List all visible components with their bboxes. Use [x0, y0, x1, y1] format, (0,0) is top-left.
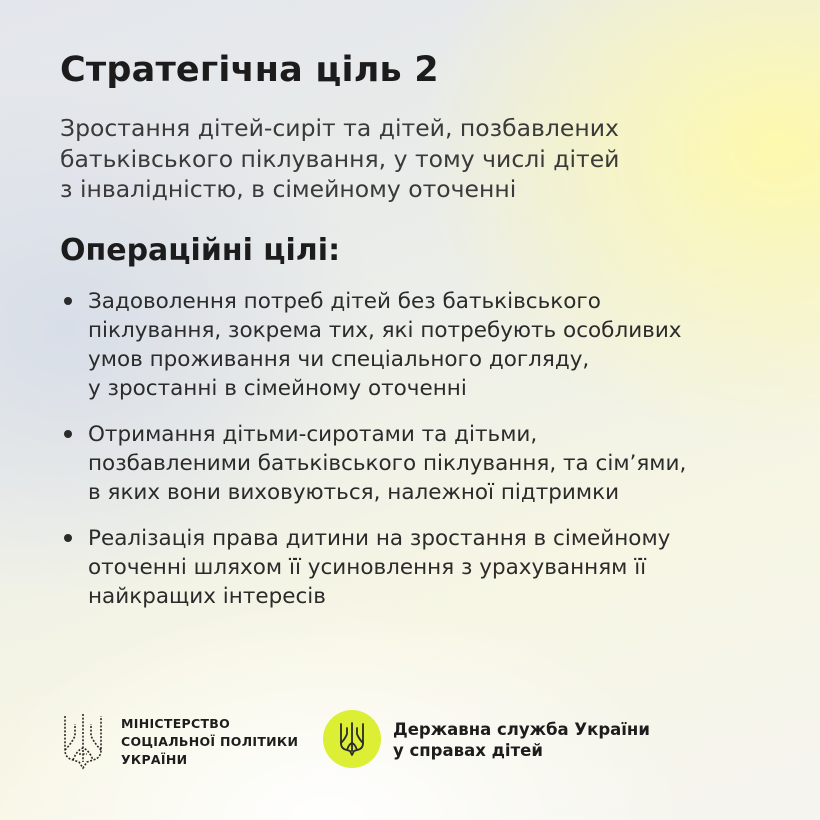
- subtitle-line: Зростання дітей-сиріт та дітей, позбавлених: [60, 114, 619, 142]
- goal-line: умов проживання чи спеціального догляду,: [88, 347, 590, 372]
- logo-circle: [323, 710, 381, 768]
- strategic-goal-description: [60, 113, 760, 205]
- bullet-icon: [64, 430, 72, 438]
- bullet-icon: [64, 297, 72, 305]
- goal-item: [60, 524, 780, 611]
- service-name-line: у справах дітей: [393, 741, 543, 760]
- goal-line: Отримання дітьми-сиротами та дітьми,: [88, 422, 538, 447]
- trident-icon: [338, 721, 366, 757]
- goal-line: піклування, зокрема тих, які потребують особливих: [88, 318, 682, 343]
- ministry-name-line: СОЦІАЛЬНОЇ ПОЛІТИКИ: [121, 734, 299, 749]
- goal-line: найкращих інтересів: [88, 584, 326, 609]
- bullet-icon: [64, 534, 72, 542]
- goal-line: у зростанні в сімейному оточенні: [88, 376, 467, 401]
- ministry-name: [121, 715, 298, 769]
- service-name: [393, 719, 650, 761]
- goal-item: [60, 420, 780, 507]
- trident-icon: [61, 710, 105, 770]
- goal-line: Реалізація права дитини на зростання в сімейному: [88, 526, 671, 551]
- goal-line: в яких вони виховуються, належної підтримки: [88, 480, 620, 505]
- goal-line: Задоволення потреб дітей без батьківського: [88, 289, 601, 314]
- goal-line: оточенні шляхом її усиновлення з урахуванням її: [88, 555, 647, 580]
- subtitle-line: з інвалідністю, в сімейному оточенні: [60, 175, 517, 203]
- service-name-line: Державна служба України: [393, 720, 650, 739]
- operational-goals-list: [60, 287, 780, 628]
- goal-line: позбавленими батьківського піклування, та сім’ями,: [88, 451, 687, 476]
- page-title: Стратегічна ціль 2: [60, 50, 439, 90]
- subtitle-line: батьківського піклування, у тому числі дітей: [60, 144, 620, 173]
- ministry-name-line: УКРАЇНИ: [121, 752, 188, 767]
- ministry-name-line: МІНІСТЕРСТВО: [121, 716, 231, 731]
- operational-goals-heading: Операційні цілі:: [60, 233, 341, 268]
- goal-item: [60, 287, 780, 403]
